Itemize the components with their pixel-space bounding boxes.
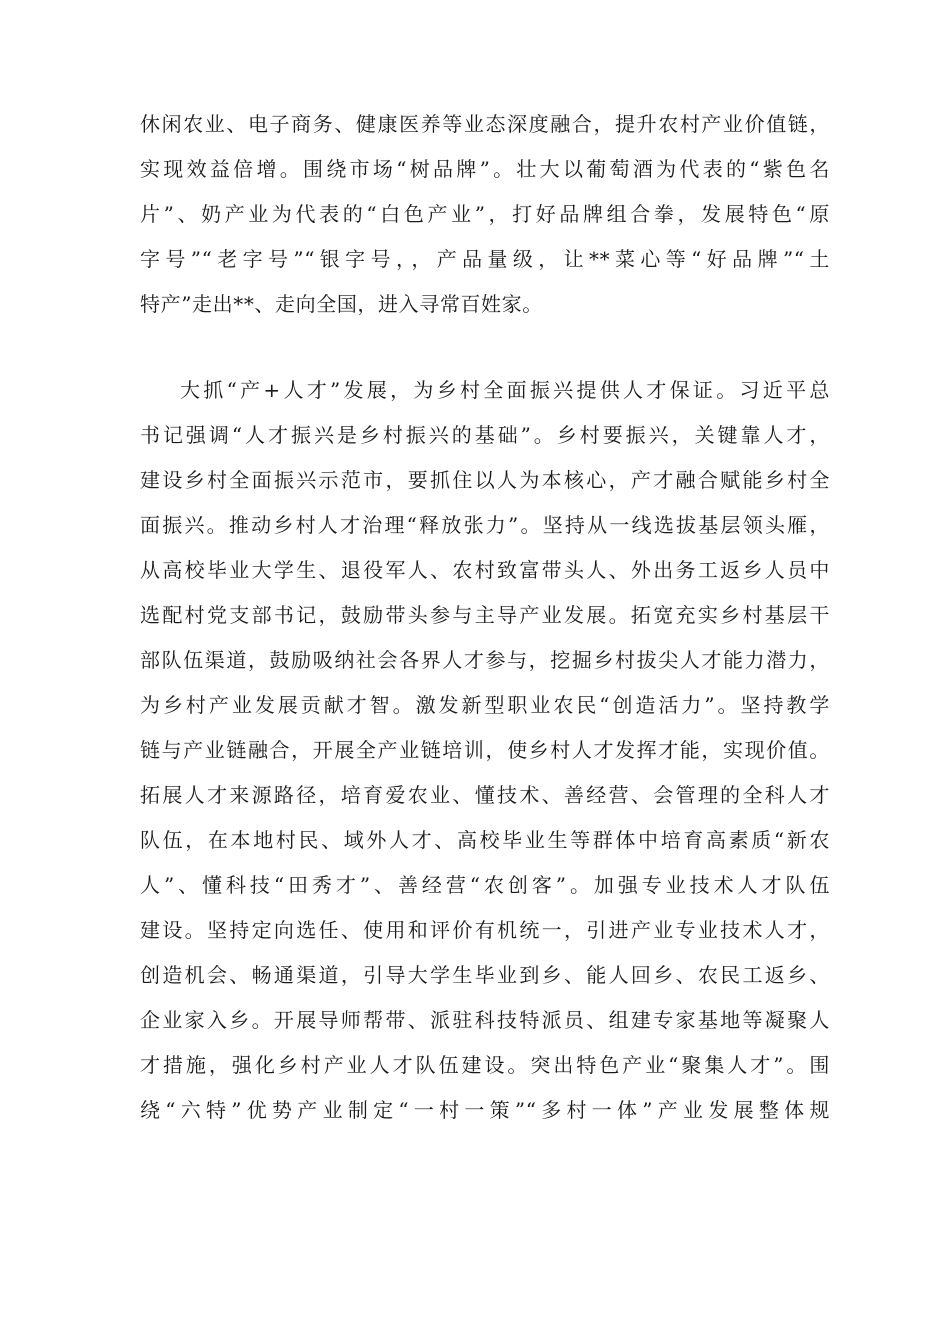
- paragraph-2-line-14: 创造机会、畅通渠道，引导大学生毕业到乡、能人回乡、农民工返乡、: [140, 963, 830, 987]
- paragraph-2-line-12: 人”、懂科技“田秀才”、善经营“农创客”。加强专业技术人才队伍: [140, 873, 830, 897]
- paragraph-2-line-7: 部队伍渠道，鼓励吸纳社会各界人才参与，挖掘乡村拔尖人才能力潜力，: [140, 648, 830, 672]
- paragraph-2-line-6: 选配村党支部书记，鼓励带头参与主导产业发展。拓宽充实乡村基层干: [140, 603, 830, 627]
- paragraph-2-line-15: 企业家入乡。开展导师帮带、派驻科技特派员、组建专家基地等凝聚人: [140, 1008, 830, 1032]
- paragraph-1-line-3: 片”、奶产业为代表的“白色产业”，打好品牌组合拳，发展特色“原: [140, 202, 830, 226]
- paragraph-2-line-4: 面振兴。推动乡村人才治理“释放张力”。坚持从一线选拔基层领头雁，: [140, 513, 830, 537]
- paragraph-2-line-13: 建设。坚持定向选任、使用和评价有机统一，引进产业专业技术人才，: [140, 918, 830, 942]
- paragraph-2-line-3: 建设乡村全面振兴示范市，要抓住以人为本核心，产才融合赋能乡村全: [140, 468, 830, 492]
- paragraph-1-line-2: 实现效益倍增。围绕市场“树品牌”。壮大以葡萄酒为代表的“紫色名: [140, 157, 830, 181]
- paragraph-2-line-2: 书记强调“人才振兴是乡村振兴的基础”。乡村要振兴，关键靠人才，: [140, 423, 830, 447]
- paragraph-2-line-1: 大抓“产+人才”发展，为乡村全面振兴提供人才保证。习近平总: [180, 378, 830, 402]
- paragraph-1-line-5: 特产”走出**、走向全国，进入寻常百姓家。: [140, 292, 543, 316]
- paragraph-2-line-8: 为乡村产业发展贡献才智。激发新型职业农民“创造活力”。坚持教学: [140, 693, 830, 717]
- paragraph-1-line-4: 字号”“老字号”“银字号，，产品量级，让**菜心等“好品牌”“土: [140, 247, 830, 271]
- paragraph-2-line-5: 从高校毕业大学生、退役军人、农村致富带头人、外出务工返乡人员中: [140, 558, 830, 582]
- paragraph-2-line-11: 队伍，在本地村民、域外人才、高校毕业生等群体中培育高素质“新农: [140, 828, 830, 852]
- paragraph-2-line-10: 拓展人才来源路径，培育爱农业、懂技术、善经营、会管理的全科人才: [140, 783, 830, 807]
- paragraph-2-line-17: 绕“六特”优势产业制定“一村一策”“多村一体”产业发展整体规: [140, 1098, 830, 1122]
- paragraph-2-line-9: 链与产业链融合，开展全产业链培训，使乡村人才发挥才能，实现价值。: [140, 738, 830, 762]
- paragraph-2-line-16: 才措施，强化乡村产业人才队伍建设。突出特色产业“聚集人才”。围: [140, 1053, 830, 1077]
- paragraph-1-line-1: 休闲农业、电子商务、健康医养等业态深度融合，提升农村产业价值链，: [140, 112, 830, 136]
